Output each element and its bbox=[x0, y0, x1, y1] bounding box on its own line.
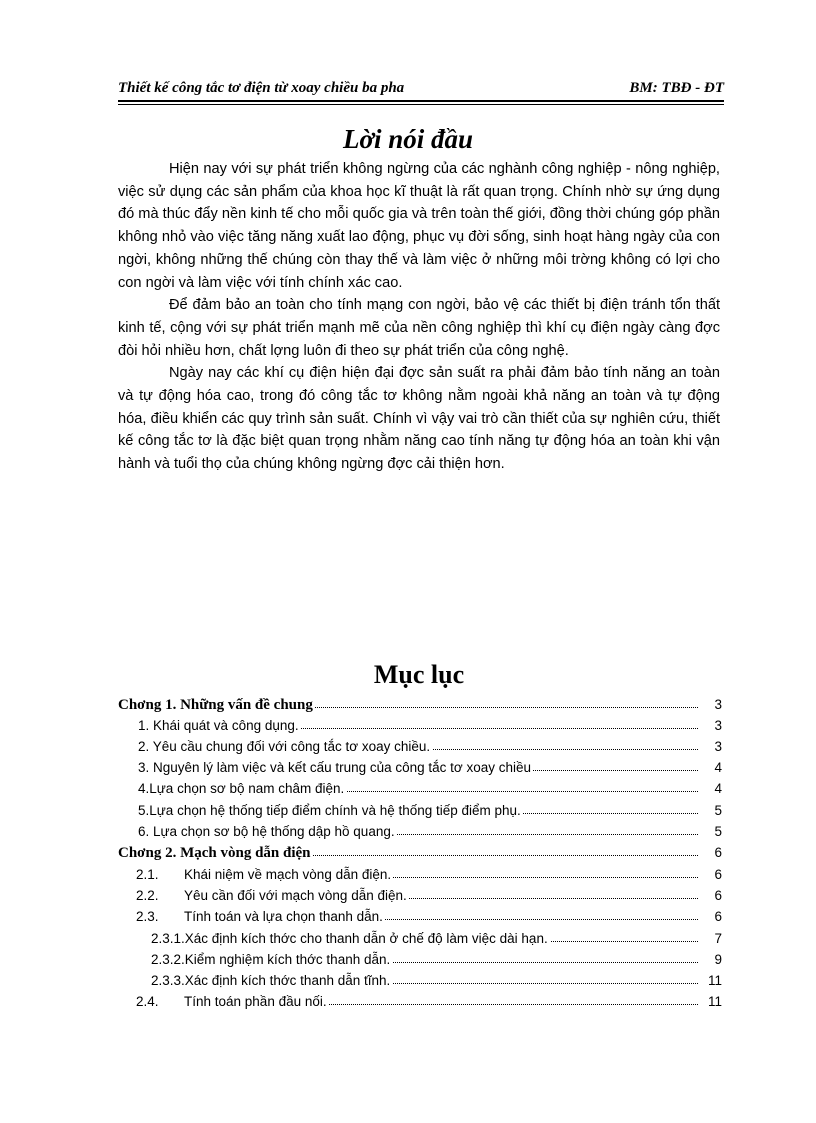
preface-paragraph-1: Hiện nay với sự phát triển không ngừng của các nghành công nghiệp - nông nghiệp, việc sử dụng các sản phẩm của khoa học kĩ thuật là rất quan trọng. Chính nhờ sự ứng dụng đó mà thúc đẩy nền kinh tế cho mỗi quốc gia và trên toàn thế giới, đồng thời chúng góp phần không nhỏ vào việc tăng năng xuất lao động, phục vụ đời sống, sinh hoạt hàng ngày của con ngời, không những thế chúng còn thay thế và làm việc ở những môi trờng không có lợi cho con ngời và làm việc với tính chính xác cao. bbox=[118, 161, 720, 291]
toc-entry[interactable] bbox=[118, 718, 726, 738]
toc-entry-page: 11 bbox=[707, 994, 722, 1009]
toc-entry-title: 3. Nguyên lý làm việc và kết cấu trung của công tắc tơ xoay chiều bbox=[138, 760, 532, 775]
header-rule bbox=[118, 100, 724, 102]
toc-entry-title: 5.Lựa chọn hệ thống tiếp điểm chính và hệ thống tiếp điểm phụ. bbox=[138, 803, 521, 818]
toc-entry-page: 9 bbox=[714, 952, 722, 967]
toc-entry-title: Chơng 1. Những vấn đề chung bbox=[118, 697, 313, 713]
header-title: Thiết kế công tắc tơ điện từ xoay chiều ba pha bbox=[118, 80, 405, 96]
toc-entry-title: 6. Lựa chọn sơ bộ hệ thống dập hồ quang. bbox=[138, 824, 395, 839]
toc-entry-title: 2.3.1.Xác định kích thớc cho thanh dẫn ở chế độ làm việc dài hạn. bbox=[151, 931, 548, 946]
toc-entry-page: 3 bbox=[714, 718, 722, 733]
toc-entry-page: 6 bbox=[714, 909, 722, 924]
toc-entry-title: Chơng 2. Mạch vòng dẫn điện bbox=[118, 845, 311, 861]
toc-entry-title: 2.3.3.Xác định kích thớc thanh dẫn tĩnh. bbox=[151, 973, 391, 988]
toc-entry-page: 4 bbox=[714, 781, 722, 796]
toc-entry[interactable] bbox=[118, 845, 726, 865]
toc-entry[interactable] bbox=[118, 888, 726, 908]
toc-entry[interactable] bbox=[118, 931, 726, 951]
toc-entry-title: 2.3.2.Kiểm nghiệm kích thớc thanh dẫn. bbox=[151, 952, 391, 967]
toc-entry-number: 2.1. bbox=[136, 867, 159, 882]
toc-entry-page: 7 bbox=[714, 931, 722, 946]
toc-entry[interactable] bbox=[118, 739, 726, 759]
toc-entry-title: 1. Khái quát và công dụng. bbox=[138, 718, 299, 733]
toc-entry[interactable] bbox=[118, 973, 726, 993]
toc-entry[interactable] bbox=[118, 697, 726, 717]
toc-entry-page: 5 bbox=[714, 824, 722, 839]
toc-entry[interactable] bbox=[118, 760, 726, 780]
preface-paragraph-2: Để đảm bảo an toàn cho tính mạng con ngời, bảo vệ các thiết bị điện tránh tổn thất kinh tế, cộng với sự phát triển mạnh mẽ của nền công nghiệp thì khí cụ điện ngày càng đợc đòi hỏi nhiều hơn, chất lợng luôn đi theo sự phát triển của công nghệ. bbox=[118, 297, 720, 359]
toc-entry-title: Tính toán và lựa chọn thanh dẫn. bbox=[184, 909, 383, 924]
toc-entry-title: 2. Yêu cầu chung đối với công tắc tơ xoay chiều. bbox=[138, 739, 431, 754]
toc-entry-number: 2.4. bbox=[136, 994, 159, 1009]
toc-entry-page: 4 bbox=[714, 760, 722, 775]
toc-entry-number: 2.3. bbox=[136, 909, 159, 924]
toc-entry[interactable] bbox=[118, 781, 726, 801]
toc-entry-title: 4.Lựa chọn sơ bộ nam châm điện. bbox=[138, 781, 345, 796]
toc-entry-page: 3 bbox=[714, 739, 722, 754]
preface-title: Lời nói đầu bbox=[342, 124, 474, 154]
toc-entry-page: 11 bbox=[707, 973, 722, 988]
preface-body bbox=[118, 158, 720, 476]
toc-entry-number: 2.2. bbox=[136, 888, 159, 903]
toc-entry-title: Tính toán phần đầu nối. bbox=[184, 994, 327, 1009]
header-rule-thin bbox=[118, 104, 724, 105]
toc-entry-page: 6 bbox=[714, 867, 722, 882]
toc-entry[interactable] bbox=[118, 803, 726, 823]
toc-entry[interactable] bbox=[118, 952, 726, 972]
page-header bbox=[118, 80, 724, 102]
toc-title: Mục lục bbox=[373, 660, 465, 689]
toc-entry-page: 3 bbox=[714, 697, 722, 712]
preface-paragraph-3: Ngày nay các khí cụ điện hiện đại đợc sản suất ra phải đảm bảo tính năng an toàn và tự động hóa cao, trong đó công tắc tơ không nằm ngoài khả năng an toàn và tự động hóa, điều khiển các quy trình sản suất. Chính vì vậy vai trò cần thiết của sự nghiên cứu, thiết kế công tắc tơ là đặc biệt quan trọng nhằm năng cao tính năng tự động hóa an toàn khi vận hành và tuổi thọ của chúng không ngừng đợc cải thiện hơn. bbox=[118, 365, 720, 473]
toc-entry-page: 6 bbox=[714, 845, 722, 860]
toc-entry-page: 5 bbox=[714, 803, 722, 818]
toc-entry[interactable] bbox=[118, 867, 726, 887]
toc-entry-title: Khái niệm về mạch vòng dẫn điện. bbox=[184, 867, 392, 882]
toc-entry[interactable] bbox=[118, 994, 726, 1014]
toc-entry[interactable] bbox=[118, 909, 726, 929]
toc-entry[interactable] bbox=[118, 824, 726, 844]
toc-entry-page: 6 bbox=[714, 888, 722, 903]
header-department: BM: TBĐ - ĐT bbox=[629, 80, 724, 96]
toc-entry-title: Yêu cần đối với mạch vòng dẫn điện. bbox=[184, 888, 407, 903]
